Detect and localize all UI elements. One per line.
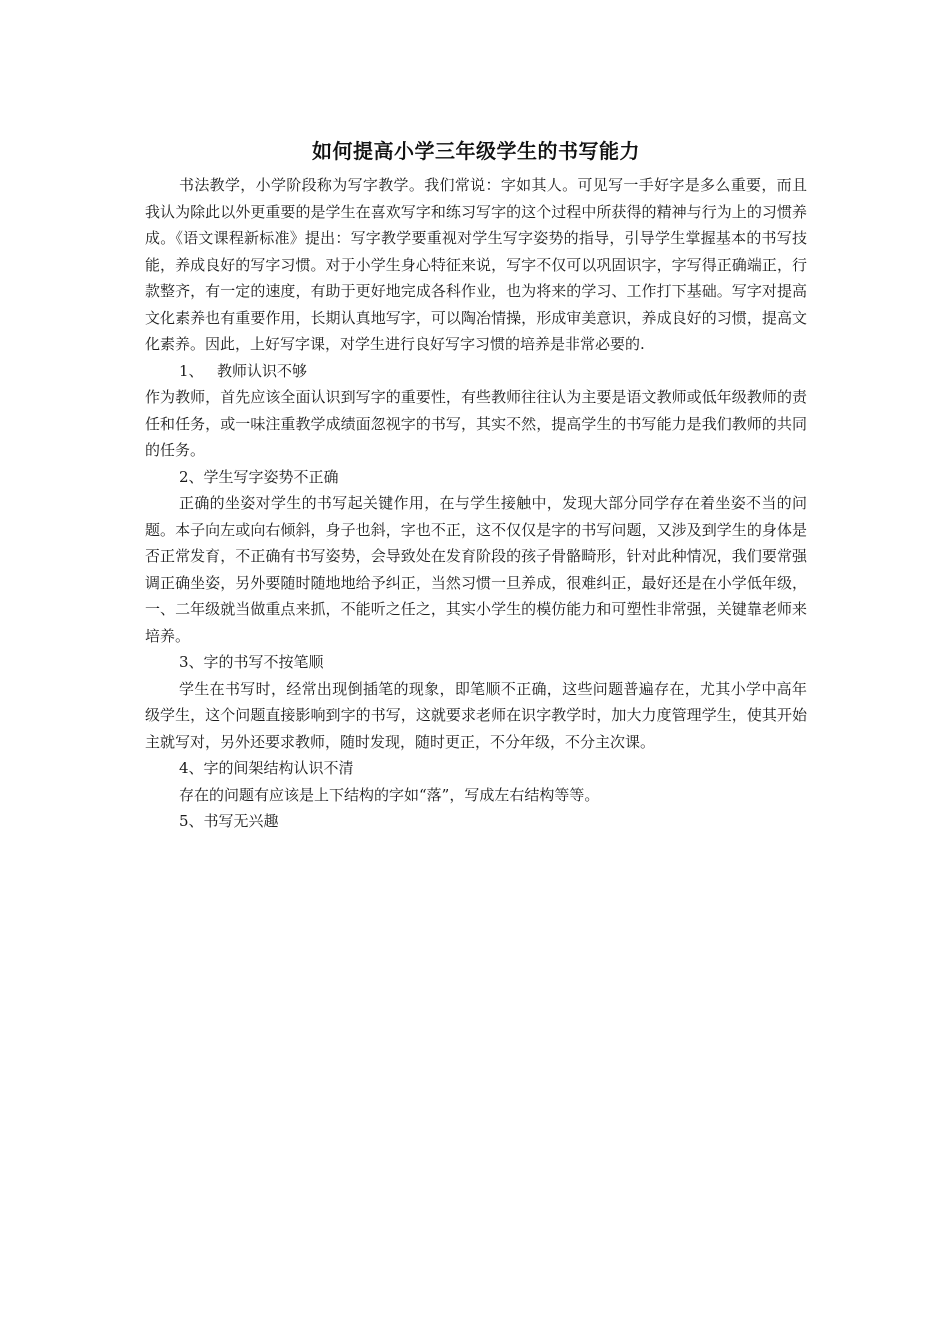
section-heading-2	[145, 464, 807, 491]
section-heading-3	[145, 649, 807, 676]
section-number: 2、	[179, 467, 204, 486]
section-heading-text: 学生写字姿势不正确	[203, 467, 339, 486]
section-body-3: 学生在书写时，经常出现倒插笔的现象，即笔顺不正确，这些问题普遍存在，尤其小学中高年级学生，这个问题直接影响到字的书写，这就要求老师在识字教学时，加大力度管理学生，使其开始主就写对，另外还要求教师，随时发现，随时更正，不分年级，不分主次课。	[145, 679, 807, 751]
section-heading-text: 教师认识不够	[217, 361, 308, 380]
section-heading-1	[145, 358, 807, 385]
document-body	[145, 130, 807, 835]
section-heading-5	[145, 808, 807, 835]
intro-paragraph: 书法教学，小学阶段称为写字教学。我们常说：字如其人。可见写一手好字是多么重要，而且我认为除此以外更重要的是学生在喜欢写字和练习写字的这个过程中所获得的精神与行为上的习惯养成。《语文课程新标准》提出：写字教学要重视对学生写字姿势的指导，引导学生掌握基本的书写技能，养成良好的写字习惯。对于小学生身心特征来说，写字不仅可以巩固识字，字写得正确端正，行款整齐，有一定的速度，有助于更好地完成各科作业，也为将来的学习、工作打下基础。写字对提高文化素养也有重要作用，长期认真地写字，可以陶冶情操，形成审美意识，养成良好的习惯，提高文化素养。因此，上好写字课，对学生进行良好写字习惯的培养是非常必要的.	[145, 176, 807, 353]
section-heading-text: 字的书写不按笔顺	[203, 653, 324, 671]
section-number: 1、	[179, 361, 204, 380]
section-body-2: 正确的坐姿对学生的书写起关键作用，在与学生接触中，发现大部分同学存在着坐姿不当的问题。本子向左或向右倾斜，身子也斜，字也不正，这不仅仅是字的书写问题，又涉及到学生的身体是否正常发育，不正确有书写姿势，会导致处在发育阶段的孩子骨骼畸形，针对此种情况，我们要常强调正确坐姿，另外要随时随地地给予纠正，当然习惯一旦养成，很难纠正，最好还是在小学低年级，一、二年级就当做重点来抓，不能听之任之，其实小学生的模仿能力和可塑性非常强，关键靠老师来培养。	[145, 494, 807, 645]
section-heading-4	[145, 755, 807, 782]
section-body-4: 存在的问题有应该是上下结构的字如“落”，写成左右结构等等。	[179, 785, 600, 804]
section-number: 3、	[179, 653, 204, 671]
section-heading-text: 书写无兴趣	[203, 812, 279, 830]
section-number: 5、	[179, 812, 204, 830]
document-title: 如何提高小学三年级学生的书写能力	[312, 139, 640, 163]
section-heading-text: 字的间架结构认识不清	[203, 759, 354, 777]
section-body-1: 作为教师，首先应该全面认识到写字的重要性，有些教师往往认为主要是语文教师或低年级教师的责任和任务，或一味注重教学成绩面忽视字的书写，其实不然，提高学生的书写能力是我们教师的共同的任务。	[145, 388, 807, 459]
section-number: 4、	[179, 759, 204, 777]
